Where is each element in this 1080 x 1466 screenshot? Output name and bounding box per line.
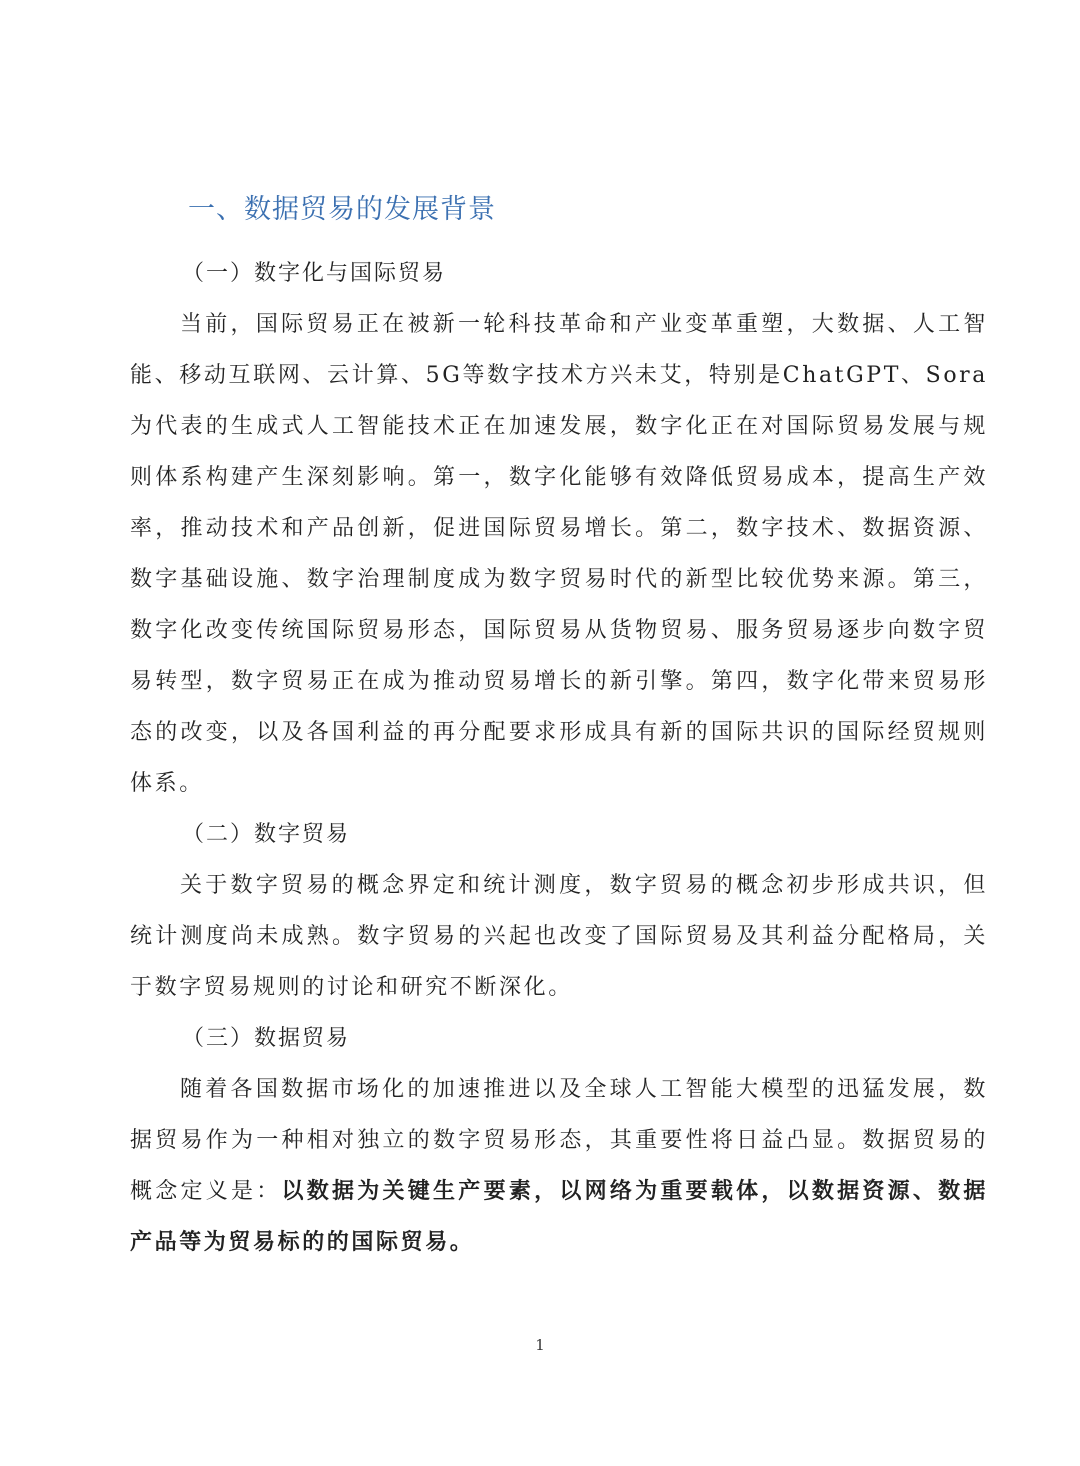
paragraph-digitalization: 当前，国际贸易正在被新一轮科技革命和产业变革重塑，大数据、人工智能、移动互联网、云计算、5G等数字技术方兴未艾，特别是ChatGPT、Sora为代表的生成式人工智能技术正在加速发展，数字化正在对国际贸易发展与规则体系构建产生深刻影响。第一，数字化能够有效降低贸易成本，提高生产效率，推动技术和产品创新，促进国际贸易增长。第二，数字技术、数据资源、数字基础设施、数字治理制度成为数字贸易时代的新型比较优势来源。第三，数字化改变传统国际贸易形态，国际贸易从货物贸易、服务贸易逐步向数字贸易转型，数字贸易正在成为推动贸易增长的新引擎。第四，数字化带来贸易形态的改变，以及各国利益的再分配要求形成具有新的国际共识的国际经贸规则体系。 [130, 312, 988, 796]
paragraph-data-trade [130, 1064, 988, 1268]
chapter-title: 一、数据贸易的发展背景 [188, 194, 496, 225]
paragraph-digital-trade: 关于数字贸易的概念界定和统计测度，数字贸易的概念初步形成共识，但统计测度尚未成熟。数字贸易的兴起也改变了国际贸易及其利益分配格局，关于数字贸易规则的讨论和研究不断深化。 [130, 873, 988, 1000]
section-heading-data-trade: （三）数据贸易 [182, 1026, 351, 1051]
page-number: 1 [535, 1336, 545, 1354]
data-trade-intro-text: 随着各国数据市场化的加速推进以及全球人工智能大模型的迅猛发展，数据贸易作为一种相对独立的数字贸易形态，其重要性将日益凸显。数据贸易的概念定义是： [130, 1077, 988, 1204]
page-content [130, 186, 988, 1268]
section-heading-digitalization: （一）数字化与国际贸易 [182, 261, 447, 286]
data-trade-definition: 以数据为关键生产要素，以网络为重要载体，以数据资源、数据产品等为贸易标的的国际贸易。 [130, 1178, 988, 1255]
section-heading-digital-trade: （二）数字贸易 [182, 822, 351, 847]
